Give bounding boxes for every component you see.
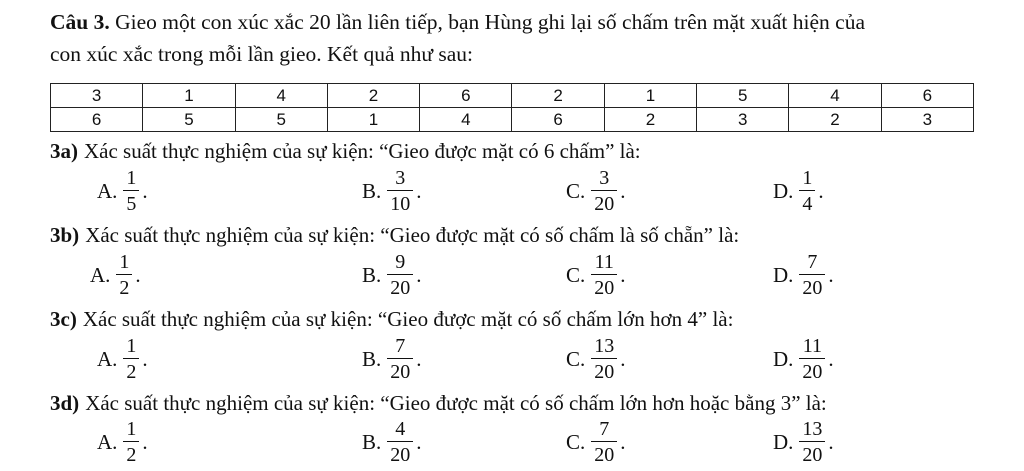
table-cell: 2 (604, 108, 696, 132)
fraction (591, 336, 617, 382)
numerator: 3 (395, 167, 406, 189)
option-period: . (818, 178, 824, 203)
option-letter: B. (362, 429, 382, 454)
table-cell: 4 (235, 84, 327, 108)
denominator: 20 (591, 274, 617, 298)
question-number: 3d) (50, 391, 80, 415)
question-text: Xác suất thực nghiệm của sự kiện: “Gieo được mặt có 6 chấm” là: (84, 139, 641, 163)
option-3d-a[interactable] (97, 414, 148, 470)
question-text: Xác suất thực nghiệm của sự kiện: “Gieo được mặt có số chấm là số chẵn” là: (85, 223, 740, 247)
table-cell: 6 (512, 108, 604, 132)
numerator: 4 (395, 418, 406, 440)
table-cell: 6 (881, 84, 973, 108)
option-period: . (416, 429, 422, 454)
option-letter: B. (362, 262, 382, 287)
option-letter: C. (566, 178, 586, 203)
option-period: . (416, 262, 422, 287)
question-text: Xác suất thực nghiệm của sự kiện: “Gieo được mặt có số chấm lớn hơn hoặc bằng 3” là: (85, 391, 827, 415)
fraction (799, 336, 825, 382)
option-period: . (416, 178, 422, 203)
option-3a-b[interactable] (362, 163, 422, 219)
option-letter: D. (773, 262, 794, 287)
table-cell: 4 (789, 84, 881, 108)
option-letter: A. (97, 346, 118, 371)
question-number: 3a) (50, 139, 78, 163)
numerator: 1 (119, 251, 130, 273)
numerator: 7 (807, 251, 818, 273)
denominator: 20 (799, 274, 825, 298)
numerator: 9 (395, 251, 406, 273)
table-row (51, 108, 974, 132)
numerator: 11 (802, 335, 823, 357)
denominator: 2 (116, 274, 132, 298)
option-period: . (620, 346, 626, 371)
option-letter: C. (566, 346, 586, 371)
fraction (387, 419, 413, 465)
fraction (591, 252, 617, 298)
option-period: . (620, 262, 626, 287)
denominator: 20 (387, 274, 413, 298)
option-3b-c[interactable] (566, 247, 626, 303)
question-number: 3b) (50, 223, 80, 247)
fraction (591, 419, 617, 465)
option-3d-d[interactable] (773, 414, 834, 470)
denominator: 10 (387, 190, 413, 214)
option-period: . (142, 178, 148, 203)
table-cell: 1 (327, 108, 419, 132)
table-cell: 3 (51, 84, 143, 108)
fraction (387, 336, 413, 382)
fraction (123, 419, 139, 465)
option-letter: D. (773, 346, 794, 371)
option-3a-d[interactable] (773, 163, 824, 219)
numerator: 11 (594, 251, 614, 273)
fraction (116, 252, 132, 298)
table-cell: 2 (789, 108, 881, 132)
table-row (51, 84, 974, 108)
question-text: Xác suất thực nghiệm của sự kiện: “Gieo được mặt có số chấm lớn hơn 4” là: (82, 307, 734, 331)
table-cell: 2 (327, 84, 419, 108)
table-cell: 5 (235, 108, 327, 132)
question-3d (50, 389, 827, 417)
question-label: Câu 3. (50, 10, 110, 34)
option-3c-d[interactable] (773, 331, 834, 387)
table-cell: 6 (51, 108, 143, 132)
question-3c (50, 305, 733, 333)
table-cell: 1 (143, 84, 235, 108)
denominator: 20 (799, 358, 825, 382)
option-3c-c[interactable] (566, 331, 626, 387)
question-3b (50, 221, 739, 249)
option-period: . (142, 346, 148, 371)
option-letter: D. (773, 429, 794, 454)
option-letter: A. (97, 429, 118, 454)
option-period: . (828, 346, 834, 371)
denominator: 20 (591, 190, 617, 214)
option-period: . (416, 346, 422, 371)
numerator: 13 (594, 335, 615, 357)
option-period: . (135, 262, 141, 287)
table-cell: 5 (143, 108, 235, 132)
numerator: 1 (126, 335, 137, 357)
fraction (799, 252, 825, 298)
denominator: 5 (123, 190, 139, 214)
fraction (591, 168, 617, 214)
fraction (387, 252, 413, 298)
table-cell: 4 (420, 108, 512, 132)
option-3b-a[interactable] (90, 247, 141, 303)
denominator: 2 (123, 441, 139, 465)
table-cell: 5 (697, 84, 789, 108)
numerator: 13 (802, 418, 823, 440)
numerator: 1 (126, 418, 137, 440)
option-3d-b[interactable] (362, 414, 422, 470)
numerator: 7 (599, 418, 610, 440)
option-period: . (828, 429, 834, 454)
table-cell: 3 (697, 108, 789, 132)
option-3c-a[interactable] (97, 331, 148, 387)
table-cell: 3 (881, 108, 973, 132)
results-table (50, 83, 974, 132)
denominator: 4 (799, 190, 815, 214)
question-intro (50, 6, 1010, 70)
option-3a-c[interactable] (566, 163, 626, 219)
option-letter: B. (362, 346, 382, 371)
fraction (799, 419, 825, 465)
numerator: 1 (126, 167, 137, 189)
option-letter: C. (566, 262, 586, 287)
denominator: 20 (591, 358, 617, 382)
intro-text-line1: Gieo một con xúc xắc 20 lần liên tiếp, bạn Hùng ghi lại số chấm trên mặt xuất hiện của (109, 10, 866, 34)
option-period: . (142, 429, 148, 454)
fraction (123, 336, 139, 382)
table-cell: 2 (512, 84, 604, 108)
numerator: 3 (599, 167, 610, 189)
numerator: 7 (395, 335, 406, 357)
option-3b-b[interactable] (362, 247, 422, 303)
option-letter: A. (97, 178, 118, 203)
table-cell: 6 (420, 84, 512, 108)
option-letter: A. (90, 262, 111, 287)
denominator: 20 (387, 441, 413, 465)
question-number: 3c) (50, 307, 77, 331)
fraction (387, 168, 413, 214)
denominator: 20 (387, 358, 413, 382)
numerator: 1 (802, 167, 813, 189)
option-letter: B. (362, 178, 382, 203)
option-3c-b[interactable] (362, 331, 422, 387)
option-period: . (828, 262, 834, 287)
fraction (123, 168, 139, 214)
denominator: 2 (123, 358, 139, 382)
question-3a (50, 137, 641, 165)
option-letter: D. (773, 178, 794, 203)
denominator: 20 (799, 441, 825, 465)
option-period: . (620, 429, 626, 454)
table-cell: 1 (604, 84, 696, 108)
fraction (799, 168, 815, 214)
option-letter: C. (566, 429, 586, 454)
option-3d-c[interactable] (566, 414, 626, 470)
denominator: 20 (591, 441, 617, 465)
option-3a-a[interactable] (97, 163, 148, 219)
intro-text-line2: con xúc xắc trong mỗi lần gieo. Kết quả như sau: (50, 42, 474, 66)
option-3b-d[interactable] (773, 247, 834, 303)
option-period: . (620, 178, 626, 203)
